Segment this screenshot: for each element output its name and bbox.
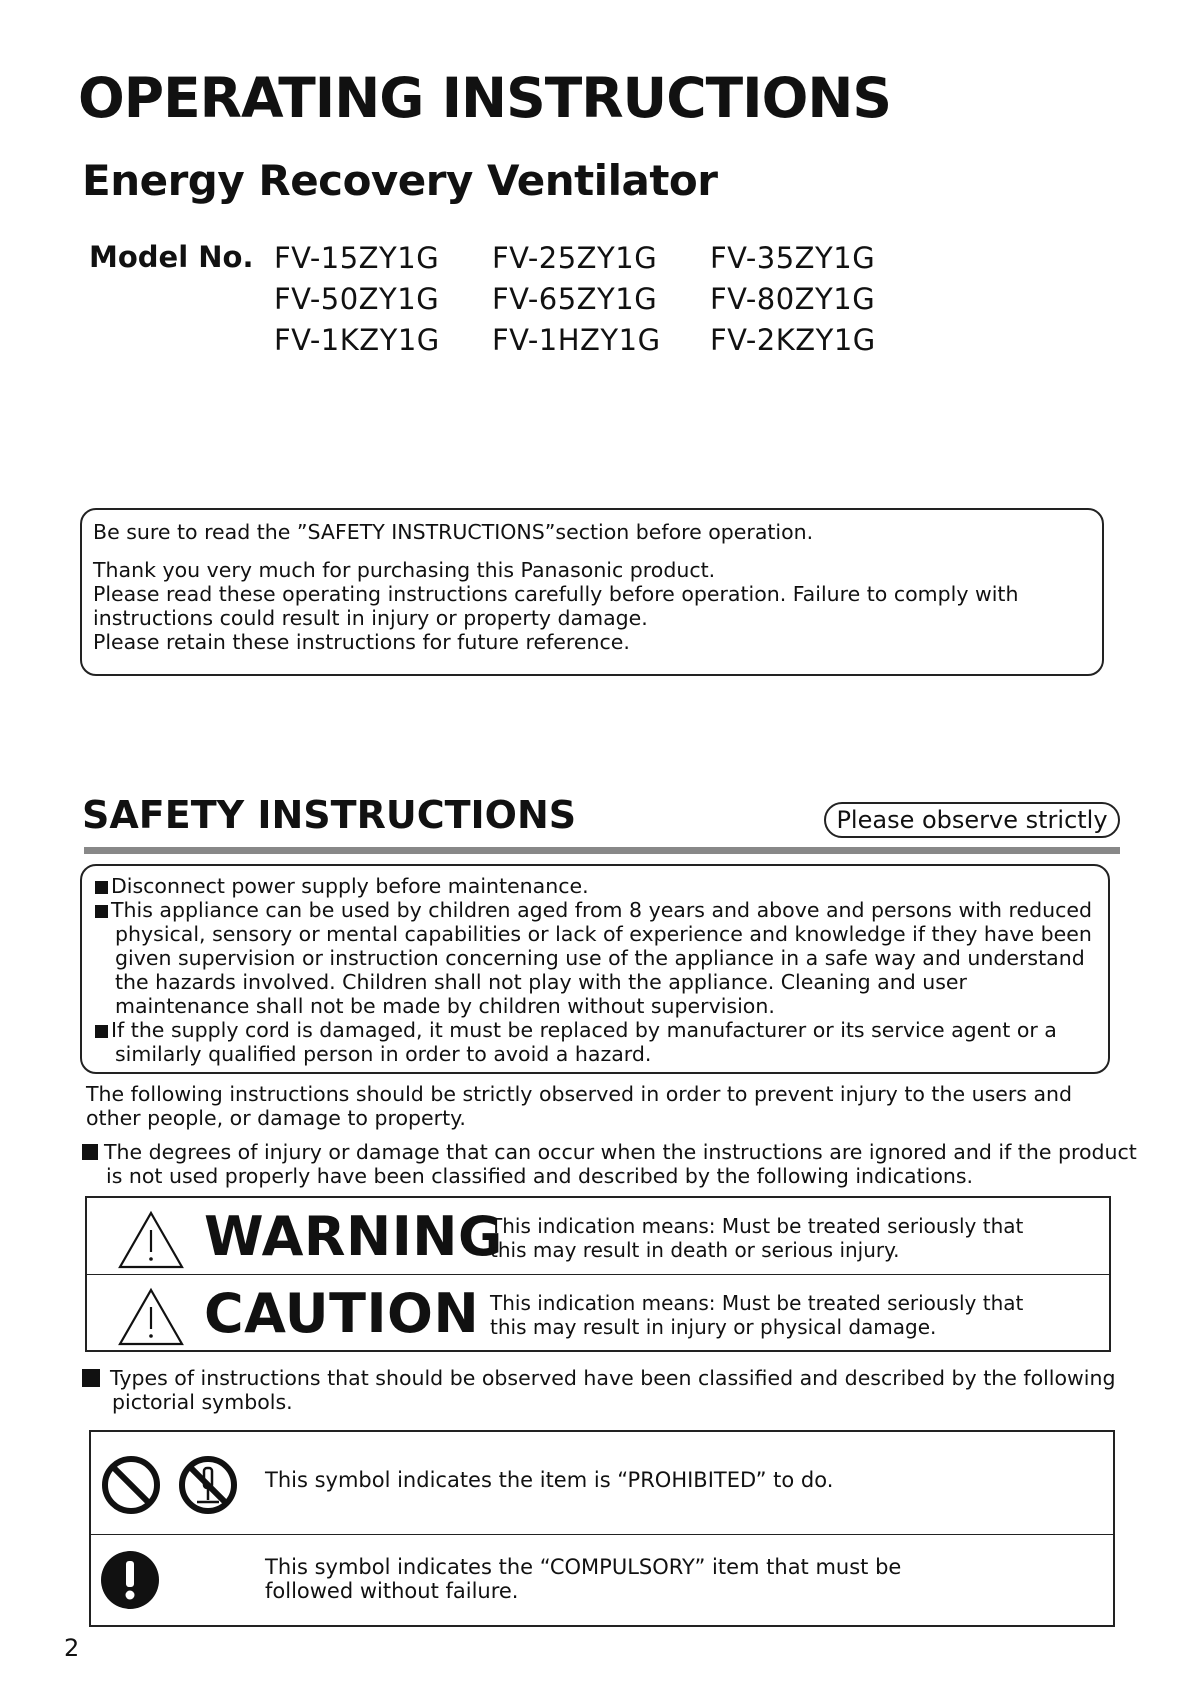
compulsory-icon <box>99 1549 161 1611</box>
compulsory-description: This symbol indicates the “COMPULSORY” item that must be followed without failure. <box>265 1555 902 1603</box>
notice-thank-you: Thank you very much for purchasing this Panasonic product. <box>93 558 716 582</box>
prohibited-description: This symbol indicates the item is “PROHIBITED” to do. <box>265 1468 834 1492</box>
symbol-table <box>89 1430 1115 1627</box>
notice-box <box>80 508 1104 676</box>
safety-notice-box <box>80 864 1110 1074</box>
do-not-disassemble-icon <box>177 1454 239 1516</box>
safety-item: Disconnect power supply before maintenance. <box>95 874 1096 898</box>
warning-row <box>87 1198 1109 1275</box>
safety-item: If the supply cord is damaged, it must be replaced by manufacturer or its service agent or a similarly qualified person in order to avoid a hazard. <box>95 1018 1096 1066</box>
model-number: FV-25ZY1G <box>492 241 658 275</box>
notice-read-safety: Be sure to read the ”SAFETY INSTRUCTIONS”section before operation. <box>93 520 814 544</box>
prohibited-row <box>91 1432 1113 1535</box>
square-bullet-icon <box>95 1025 108 1038</box>
safety-section-title: SAFETY INSTRUCTIONS <box>82 793 577 837</box>
square-bullet-icon <box>82 1144 98 1160</box>
compulsory-row <box>91 1535 1113 1627</box>
warning-description: This indication means: Must be treated seriously that this may result in death or serious injury. <box>490 1214 1024 1262</box>
model-number: FV-50ZY1G <box>274 282 440 316</box>
degrees-text: The degrees of injury or damage that can occur when the instructions are ignored and if the product is not used properly have been classified and described by the following indications. <box>82 1140 1146 1188</box>
model-number: FV-1HZY1G <box>492 323 661 357</box>
model-number: FV-35ZY1G <box>710 241 876 275</box>
model-number: FV-2KZY1G <box>710 323 876 357</box>
model-number-label: Model No. <box>89 240 254 274</box>
document-title: OPERATING INSTRUCTIONS <box>78 66 891 130</box>
indication-table <box>85 1196 1111 1352</box>
square-bullet-icon <box>95 881 108 894</box>
caution-description: This indication means: Must be treated seriously that this may result in injury or physical damage. <box>490 1291 1024 1339</box>
section-divider <box>84 847 1120 854</box>
notice-retain: Please retain these instructions for future reference. <box>93 630 630 654</box>
safety-item: This appliance can be used by children aged from 8 years and above and persons with reduced physical, sensory or mental capabilities or lack of experience and knowledge if they have been given supervision or instruction concerning use of the appliance in a safe way and understand the hazards involved. Children shall not play with the appliance. Cleaning and user maintenance shall not be made by children without supervision. <box>95 898 1096 1018</box>
square-bullet-icon <box>82 1369 100 1387</box>
model-number: FV-65ZY1G <box>492 282 658 316</box>
page-number: 2 <box>64 1634 80 1662</box>
model-number: FV-1KZY1G <box>274 323 440 357</box>
caution-row <box>87 1275 1109 1351</box>
caution-label: CAUTION <box>204 1282 480 1345</box>
prohibited-icon <box>100 1454 162 1516</box>
symbols-intro-text: Types of instructions that should be observed have been classified and described by the following pictorial symbols. <box>82 1366 1152 1414</box>
safety-intro-text: The following instructions should be strictly observed in order to prevent injury to the users and other people, or damage to property. <box>86 1082 1073 1130</box>
observe-strictly-badge: Please observe strictly <box>824 802 1120 838</box>
warning-triangle-icon <box>117 1210 185 1270</box>
caution-triangle-icon <box>117 1287 185 1347</box>
model-number-list <box>274 240 928 359</box>
notice-read-carefully: Please read these operating instructions carefully before operation. Failure to comply with instructions could result in injury or property damage. <box>93 582 1019 630</box>
model-number: FV-15ZY1G <box>274 241 440 275</box>
square-bullet-icon <box>95 905 108 918</box>
model-number: FV-80ZY1G <box>710 282 876 316</box>
warning-label: WARNING <box>204 1205 503 1268</box>
document-subtitle: Energy Recovery Ventilator <box>82 156 718 205</box>
